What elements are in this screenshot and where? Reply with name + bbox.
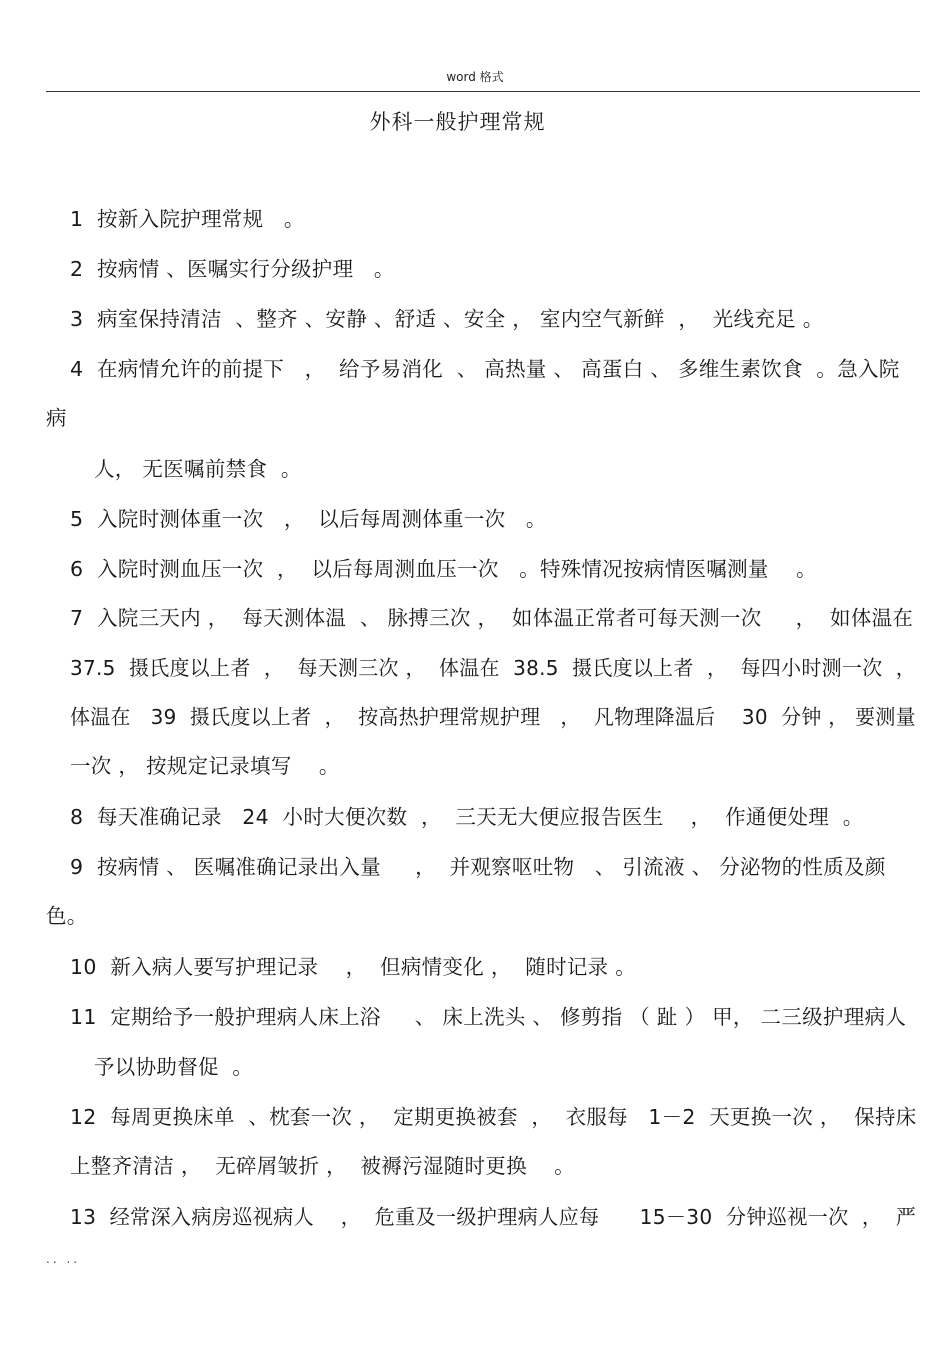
- paragraph-line: 7 入院三天内 ， 每天测体温 、 脉搏三次 ， 如体温正常者可每天测一次 ， 如体温在: [70, 606, 914, 630]
- paragraph-line: 12 每周更换床单 、枕套一次 ， 定期更换被套 ， 衣服每 1－2 天更换一次 ， 保持床: [70, 1105, 917, 1129]
- header-divider: [46, 91, 920, 92]
- paragraph-line: 1 按新入院护理常规 。: [70, 207, 305, 231]
- paragraph-line: 一次 ， 按规定记录填写 。: [70, 754, 340, 778]
- paragraph-line: 体温在 39 摄氏度以上者 ， 按高热护理常规护理 ， 凡物理降温后 30 分钟 ， 要测量: [70, 705, 916, 729]
- paragraph-line: 11 定期给予一般护理病人床上浴 、 床上洗头 、 修剪指 （ 趾 ） 甲， 二三级护理病人: [70, 1005, 907, 1029]
- paragraph-line: 病: [46, 406, 67, 430]
- paragraph-line: 10 新入病人要写护理记录 ， 但病情变化 ， 随时记录 。: [70, 955, 637, 979]
- paragraph-line: 8 每天准确记录 24 小时大便次数 ， 三天无大便应报告医生 ， 作通便处理 。: [70, 805, 864, 829]
- paragraph-line: 13 经常深入病房巡视病人 ， 危重及一级护理病人应每 15－30 分钟巡视一次 ， 严: [70, 1205, 917, 1229]
- page-header-label: word 格式: [446, 70, 504, 84]
- paragraph-line: 3 病室保持清洁 、整齐 、安静 、舒适 、安全 ， 室内空气新鲜 ， 光线充足 。: [70, 307, 824, 331]
- paragraph-line: 色。: [46, 904, 88, 928]
- paragraph-line: 4 在病情允许的前提下 ， 给予易消化 、 高热量 、 高蛋白 、 多维生素饮食 。急入院: [70, 357, 900, 381]
- paragraph-line: 予以协助督促 。: [94, 1055, 254, 1079]
- paragraph-line: 6 入院时测血压一次 ， 以后每周测血压一次 。特殊情况按病情医嘱测量 。: [70, 557, 817, 581]
- paragraph-line: 5 入院时测体重一次 ， 以后每周测体重一次 。: [70, 507, 547, 531]
- page-footer-marks: .. ..: [46, 1252, 81, 1266]
- paragraph-line: 上整齐清洁 ， 无碎屑皱折 ， 被褥污湿随时更换 。: [70, 1154, 575, 1178]
- paragraph-line: 37.5 摄氏度以上者 ， 每天测三次 ， 体温在 38.5 摄氏度以上者 ， 每四小时测一次 ，: [70, 656, 917, 680]
- paragraph-line: 人， 无医嘱前禁食 。: [94, 457, 302, 481]
- document-title: 外科一般护理常规: [369, 110, 546, 134]
- paragraph-line: 9 按病情 、 医嘱准确记录出入量 ， 并观察呕吐物 、 引流液 、 分泌物的性质及颜: [70, 855, 886, 879]
- paragraph-line: 2 按病情 、医嘱实行分级护理 。: [70, 257, 395, 281]
